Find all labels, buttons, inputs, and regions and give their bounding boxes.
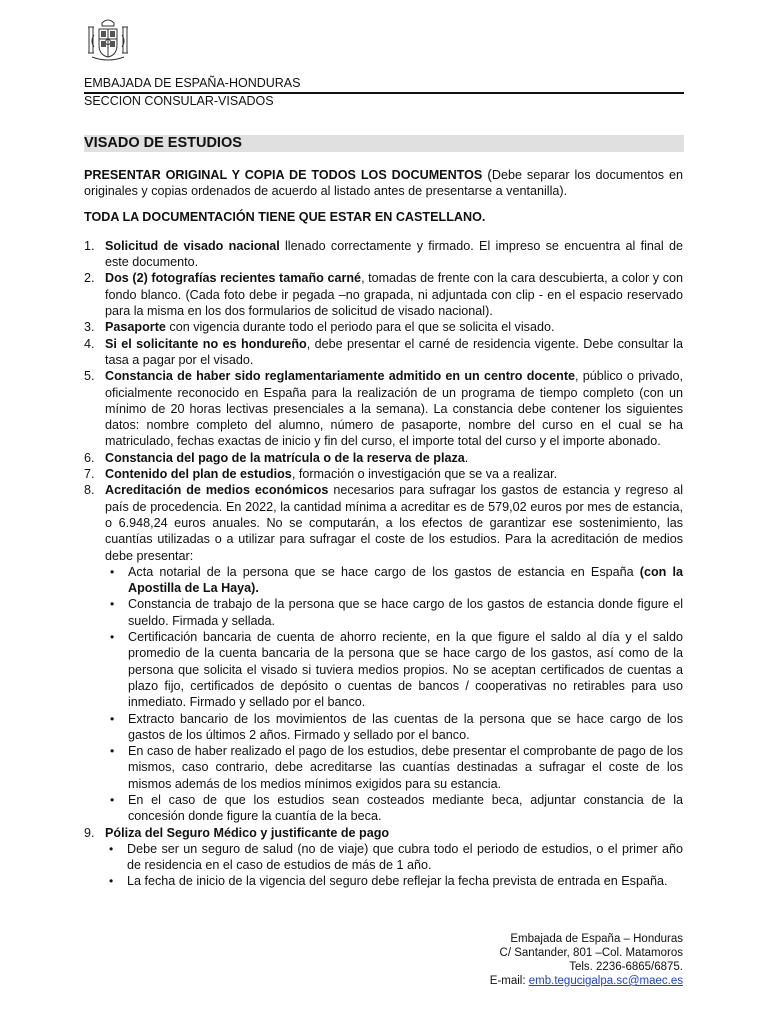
footer-address: C/ Santander, 801 –Col. Matamoros [499,947,683,959]
item-text: necesarios para sufragar los gastos de estancia y regreso al país de procedencia. En 2022, la cantidad mínima a acreditar es de 579,02 euros por mes de estancia, o 6.948,24 euros anuales. No se computarán, a los efectos de garantizar ese sostenimiento, las cuantías utilizadas o a utilizar para sufragar el coste de los estudios. Para la acreditación de medios debe presentar: [105,483,683,563]
insurance-text: La fecha de inicio de la vigencia del seguro debe reflejar la fecha prevista de entrada en España. [127,874,668,889]
means-text: En el caso de que los estudios sean costeados mediante beca, adjuntar constancia de la concesión donde figure la cuantía de la beca. [128,792,683,824]
item-number: 4. [84,336,95,351]
intro-lead: PRESENTAR ORIGINAL Y COPIA DE TODOS LOS DOCUMENTOS [84,168,483,182]
means-text: En caso de haber realizado el pago de los estudios, debe presentar el comprobante de pago de los mismos, caso contrario, debe acreditarse las cuantías destinadas a sufragar el coste de los mismos además de los medios mínimos exigidos para su estancia. [128,744,683,791]
bullet-icon: • [110,711,115,726]
means-item [105,564,683,597]
footer-phones: Tels. 2236-6865/6875. [569,961,683,973]
means-sublist [105,564,683,825]
footer-email-line [490,974,683,988]
item-number: 8. [84,483,95,498]
means-bold: (con la Apostilla de La Haya). [128,564,683,596]
item-number: 5. [84,369,95,384]
requirement-item [84,238,683,271]
bullet-icon: • [110,564,115,579]
means-text: Constancia de trabajo de la persona que se hace cargo de los gastos de estancia donde figure el sueldo. Firmada y sellada. [128,597,683,628]
intro-rest: Debe separar los documentos en originales y copias ordenados de acuerdo al listado antes de presentarse a ventanilla). [84,168,684,199]
means-text: Acta notarial de la persona que se hace cargo de los gastos de estancia en España [128,564,640,579]
item-heading: Acreditación de medios económicos [105,483,329,498]
language-notice: TODA LA DOCUMENTACIÓN TIENE QUE ESTAR EN CASTELLANO. [84,209,486,224]
email-label: E-mail: [489,975,529,987]
item-text: , público o privado, oficialmente reconocido en España para la realización de un programa de tiempo completo (con un mínimo de 20 horas lectivas presenciales a la semana). La constancia debe contener los siguientes datos: nombre completo del alumno, número de pasaporte, nombre del curso en el cual se ha matriculado, fechas exactas de inicio y fin del curso, el importe total del curso y el importe abonado. [105,369,683,449]
insurance-sublist [105,841,683,890]
intro-paren: ( [487,166,492,182]
item-text: , tomadas de frente con la cara descubierta, a color y con fondo blanco. (Cada foto debe ir pegada –no grapada, ni adjuntada con clip - en el espacio reservado para la misma en los dos formularios de solicitud de visado nacional). [105,271,684,319]
bullet-icon: • [110,630,115,645]
item-number: 3. [84,320,95,335]
means-item [105,711,683,744]
bullet-icon: • [110,792,115,807]
insurance-text: Debe ser un seguro de salud (no de viaje) que cubra todo el periodo de estudios, o el primer año de residencia en el caso de estudios de más de 1 año. [127,841,683,873]
requirement-item [84,270,683,319]
coat-of-arms-icon [84,15,132,65]
means-item [105,743,683,792]
item-heading: Póliza del Seguro Médico y justificante de pago [105,825,390,840]
means-item [105,792,683,825]
requirement-item [84,482,683,824]
requirement-item [84,825,683,890]
intro-paragraph [84,166,683,200]
item-heading: Pasaporte [105,320,166,335]
embassy-name: EMBAJADA DE ESPAÑA-HONDURAS [84,76,301,90]
item-heading: Solicitud de visado nacional [105,238,280,253]
item-number: 9. [84,825,95,840]
item-text: , debe presentar el carné de residencia vigente. Debe consultar la tasa a pagar por el visado. [105,336,683,367]
requirement-item [84,466,683,482]
item-text: con vigencia durante todo el periodo para el que se solicita el visado. [165,320,555,335]
item-number: 1. [84,238,95,253]
means-text: Extracto bancario de los movimientos de las cuentas de la persona que se hace cargo de los gastos de los últimos 2 años. Firmado y sellado por el banco. [128,711,683,742]
requirement-item [84,336,683,369]
page-title: VISADO DE ESTUDIOS [84,135,684,152]
item-text: , formación o investigación que se va a realizar. [291,467,558,482]
means-item [105,596,683,629]
section-name: SECCION CONSULAR-VISADOS [84,94,274,108]
item-number: 2. [84,271,95,286]
insurance-item [105,841,683,874]
item-heading: Constancia del pago de la matrícula o de la reserva de plaza [105,450,465,465]
means-item [105,629,683,710]
bullet-icon: • [109,841,114,856]
item-text: . [464,450,469,465]
item-number: 6. [84,450,95,465]
footer-embassy: Embajada de España – Honduras [510,933,683,945]
requirement-item [84,368,683,449]
requirement-item [84,450,683,466]
item-heading: Constancia de haber sido reglamentariamente admitido en un centro docente [105,369,576,384]
insurance-item [105,873,683,889]
means-text: Certificación bancaria de cuenta de ahorro reciente, en la que figure el saldo al día y el saldo promedio de la cuenta bancaria de la persona que se hace cargo de los gastos, así como de la persona que solicita el visado si tuviera medios propios. No se aceptan certificados de cuentas a plazo fijo, certificados de depósito o cuentas de bancos / cooperativas no retirables para uso inmediato. Firmado y sellado por el banco. [128,630,683,710]
requirements-list [84,238,683,890]
item-heading: Si el solicitante no es hondureño [105,336,307,351]
document-body [84,166,683,890]
embassy-header [84,76,684,109]
item-number: 7. [84,467,95,482]
item-text: llenado correctamente y firmado. El impreso se encuentra al final de este documento. [105,238,683,270]
bullet-icon: • [109,874,114,889]
footer-contact [490,932,683,988]
bullet-icon: • [110,597,115,612]
item-heading: Contenido del plan de estudios [105,467,292,482]
email-link[interactable]: emb.tegucigalpa.sc@maec.es [528,975,683,987]
requirement-item [84,319,683,335]
bullet-icon: • [110,744,115,759]
item-heading: Dos (2) fotografías recientes tamaño carné [105,271,362,286]
